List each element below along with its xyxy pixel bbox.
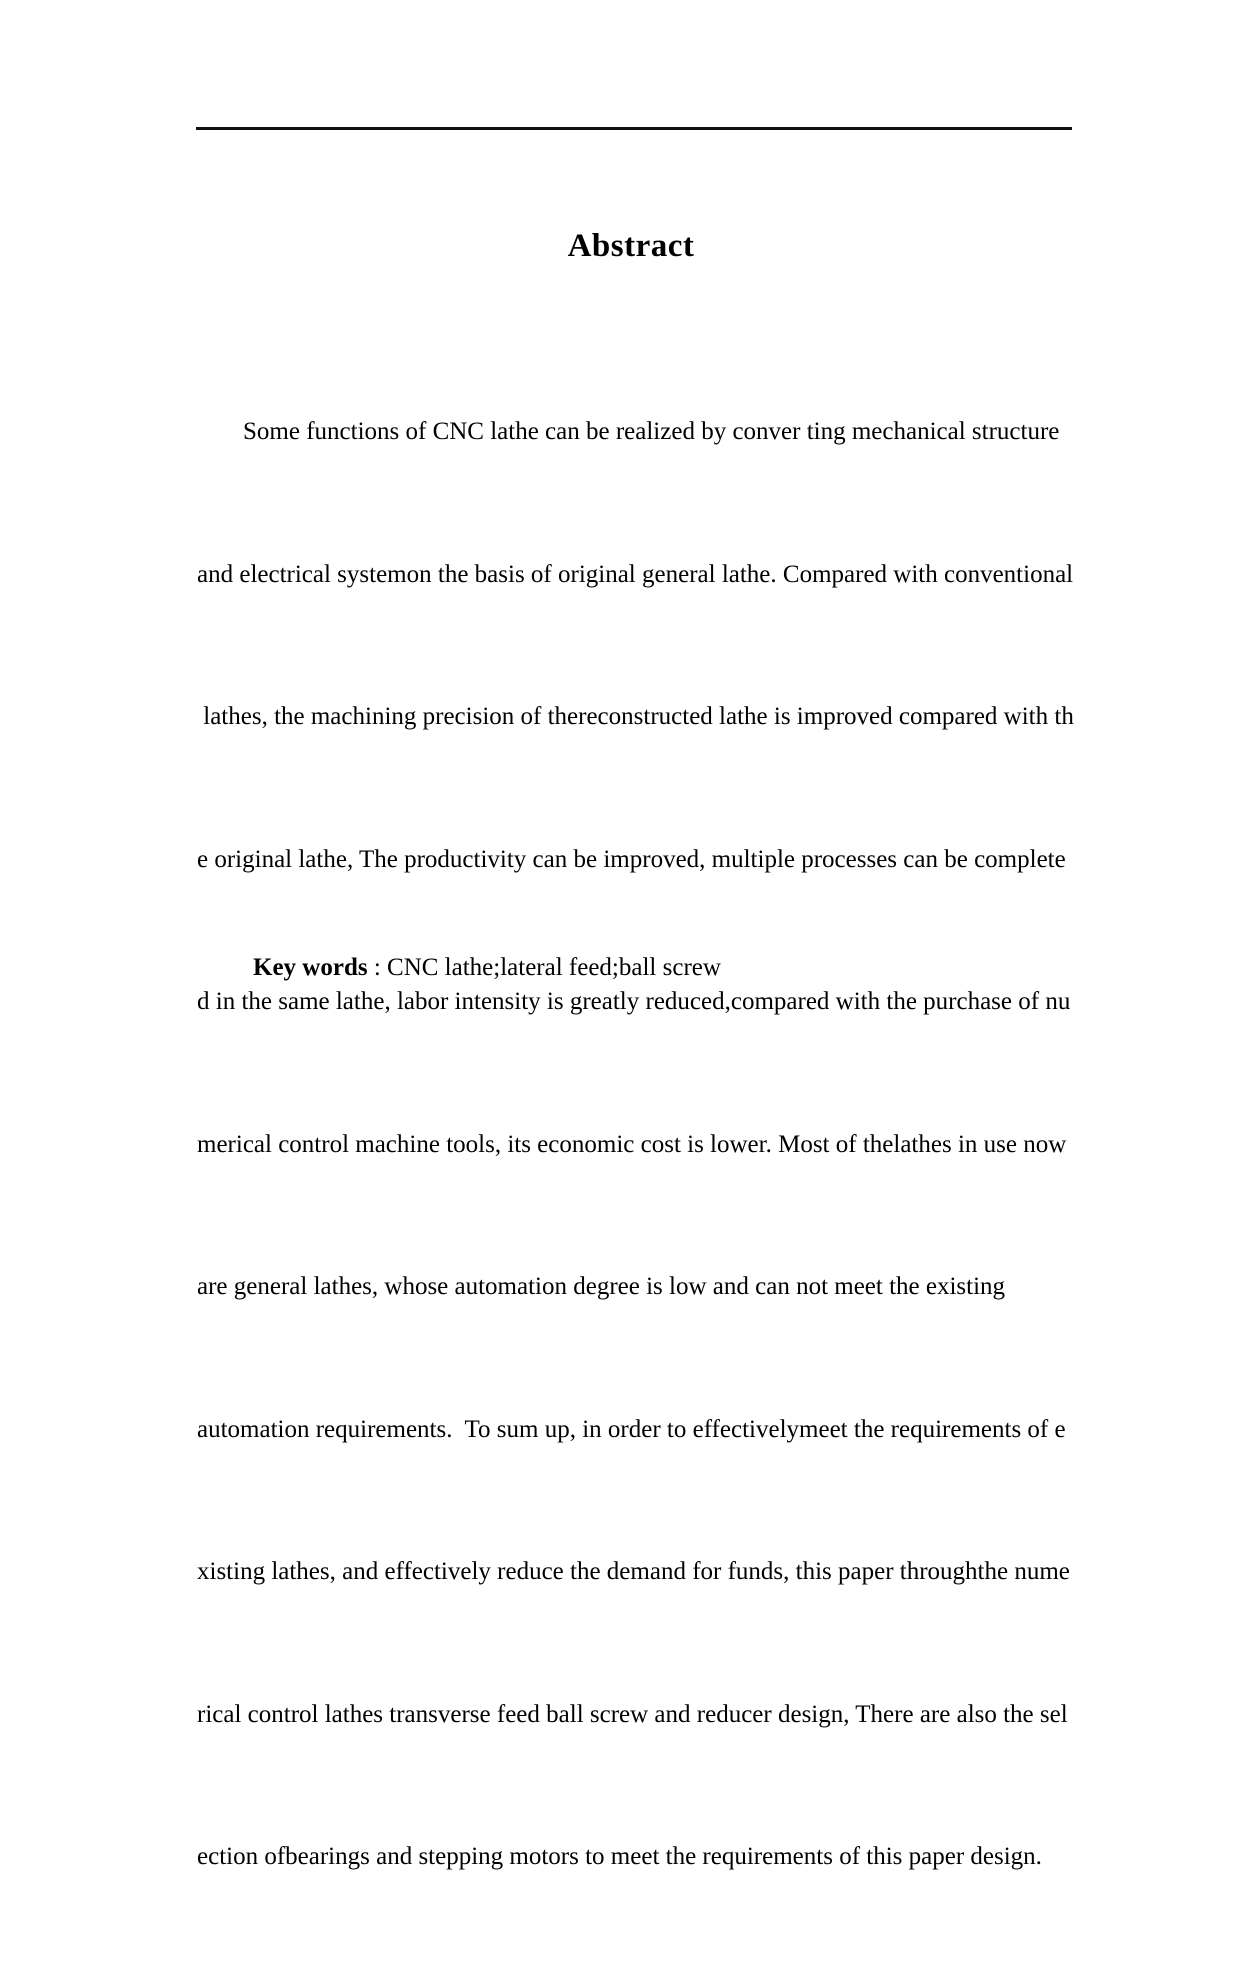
page-title: Abstract (567, 228, 695, 265)
abstract-line: xisting lathes, and effectively reduce the demand for funds, this paper throughthe nume (197, 1558, 1070, 1585)
abstract-line: automation requirements. To sum up, in order to effectivelymeet the requirements of e (197, 1415, 1066, 1443)
abstract-line: Some functions of CNC lathe can be realized by conver ting mechanical structure (243, 418, 1060, 445)
abstract-paragraph (197, 313, 1074, 1976)
keywords-line (197, 896, 721, 1039)
abstract-line: e original lathe, The productivity can be improved, multiple processes can be complete (197, 845, 1066, 873)
abstract-line: are general lathes, whose automation degree is low and can not meet the existing (197, 1273, 1006, 1300)
keywords-text: CNC lathe;lateral feed;ball screw (387, 953, 721, 981)
keywords-label: Key words (253, 953, 368, 981)
header-rule (196, 127, 1072, 130)
abstract-line: ection ofbearings and stepping motors to meet the requirements of this paper design. (197, 1843, 1042, 1870)
abstract-line: lathes, the machining precision of thereconstructed lathe is improved compared with th (197, 703, 1074, 730)
keywords-separator: : (367, 953, 388, 981)
abstract-line: and electrical systemon the basis of original general lathe. Compared with conventional (197, 560, 1074, 588)
abstract-line: rical control lathes transverse feed ball screw and reducer design, There are also the sel (197, 1700, 1068, 1728)
abstract-line: merical control machine tools, its economic cost is lower. Most of thelathes in use now (197, 1130, 1067, 1158)
abstract-line: d in the same lathe, labor intensity is greatly reduced,compared with the purchase of nu (197, 988, 1071, 1015)
